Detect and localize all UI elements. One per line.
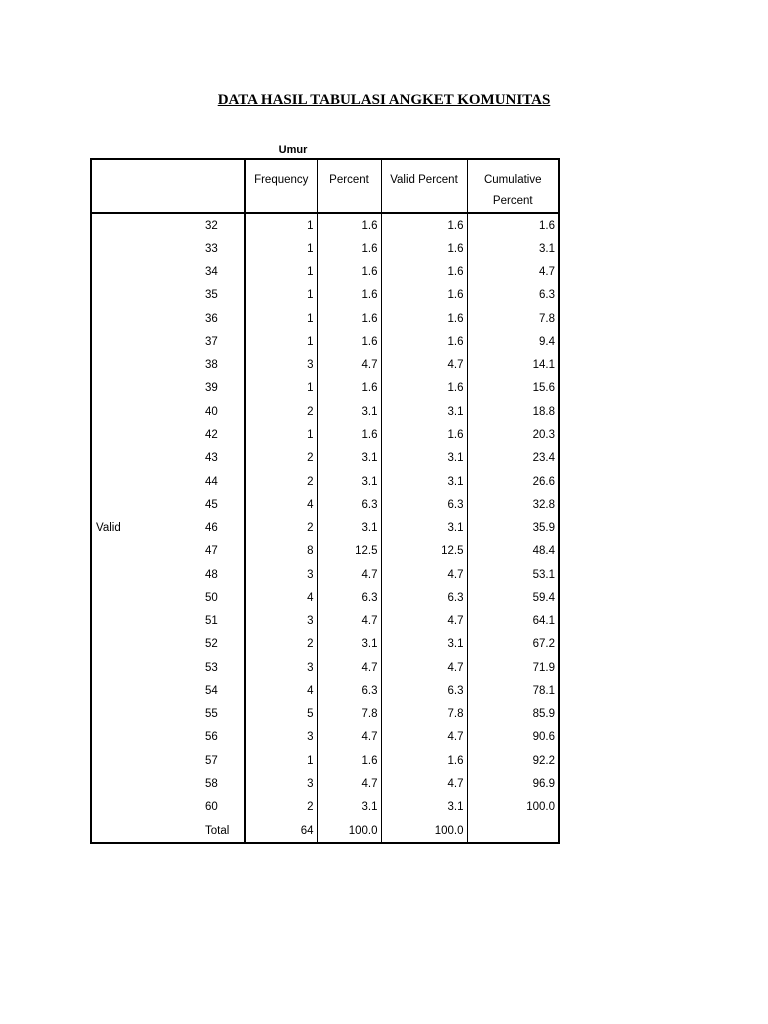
cell-cumulative-percent — [467, 819, 559, 843]
cell-frequency: 1 — [245, 284, 317, 307]
cell-percent: 3.1 — [317, 447, 381, 470]
cell-valid-percent: 4.7 — [381, 772, 467, 795]
cell-cumulative-percent: 15.6 — [467, 377, 559, 400]
row-label: 46 — [155, 516, 245, 539]
cell-cumulative-percent: 6.3 — [467, 284, 559, 307]
cell-percent: 100.0 — [317, 819, 381, 843]
cell-frequency: 2 — [245, 447, 317, 470]
cell-valid-percent: 4.7 — [381, 563, 467, 586]
table-row — [91, 330, 559, 353]
cell-valid-percent: 1.6 — [381, 377, 467, 400]
row-label: 55 — [155, 703, 245, 726]
cell-valid-percent: 4.7 — [381, 354, 467, 377]
cell-valid-percent: 1.6 — [381, 213, 467, 237]
cell-frequency: 2 — [245, 470, 317, 493]
cell-valid-percent: 1.6 — [381, 284, 467, 307]
cell-percent: 1.6 — [317, 261, 381, 284]
cell-percent: 6.3 — [317, 679, 381, 702]
table-row — [91, 261, 559, 284]
cell-frequency: 1 — [245, 261, 317, 284]
table-row — [91, 563, 559, 586]
row-label: 34 — [155, 261, 245, 284]
cell-percent: 6.3 — [317, 493, 381, 516]
row-label: 56 — [155, 726, 245, 749]
cell-valid-percent: 1.6 — [381, 307, 467, 330]
cell-valid-percent: 3.1 — [381, 796, 467, 819]
cell-cumulative-percent: 9.4 — [467, 330, 559, 353]
header-cumulative-percent: Cumulative Percent — [467, 159, 559, 213]
table-row — [91, 633, 559, 656]
cell-valid-percent: 12.5 — [381, 540, 467, 563]
table-row — [91, 237, 559, 260]
row-label: 50 — [155, 586, 245, 609]
row-label: 32 — [155, 213, 245, 237]
header-blank-group — [91, 159, 155, 213]
cell-valid-percent: 3.1 — [381, 400, 467, 423]
cell-frequency: 1 — [245, 330, 317, 353]
cell-frequency: 4 — [245, 679, 317, 702]
row-label: 60 — [155, 796, 245, 819]
table-header-row — [91, 159, 559, 213]
row-label: 39 — [155, 377, 245, 400]
row-label: 53 — [155, 656, 245, 679]
group-label-valid: Valid — [91, 213, 155, 843]
cell-percent: 4.7 — [317, 563, 381, 586]
cell-frequency: 3 — [245, 563, 317, 586]
cell-percent: 4.7 — [317, 726, 381, 749]
cell-cumulative-percent: 3.1 — [467, 237, 559, 260]
cell-percent: 4.7 — [317, 354, 381, 377]
table-row — [91, 540, 559, 563]
row-label: 37 — [155, 330, 245, 353]
row-label: 57 — [155, 749, 245, 772]
cell-valid-percent: 1.6 — [381, 237, 467, 260]
cell-percent: 1.6 — [317, 330, 381, 353]
cell-frequency: 64 — [245, 819, 317, 843]
table-row — [91, 726, 559, 749]
cell-cumulative-percent: 48.4 — [467, 540, 559, 563]
cell-cumulative-percent: 90.6 — [467, 726, 559, 749]
row-label: 54 — [155, 679, 245, 702]
table-row — [91, 586, 559, 609]
table-row — [91, 493, 559, 516]
cell-valid-percent: 1.6 — [381, 423, 467, 446]
table-row — [91, 796, 559, 819]
row-label: 40 — [155, 400, 245, 423]
row-label: 58 — [155, 772, 245, 795]
cell-frequency: 1 — [245, 749, 317, 772]
cell-frequency: 1 — [245, 377, 317, 400]
table-title: Umur — [278, 144, 308, 156]
cell-cumulative-percent: 23.4 — [467, 447, 559, 470]
cell-cumulative-percent: 59.4 — [467, 586, 559, 609]
cell-frequency: 4 — [245, 586, 317, 609]
table-body — [91, 213, 559, 843]
row-label: 36 — [155, 307, 245, 330]
document-title: DATA HASIL TABULASI ANGKET KOMUNITAS — [217, 92, 551, 108]
cell-percent: 1.6 — [317, 237, 381, 260]
cell-cumulative-percent: 85.9 — [467, 703, 559, 726]
table-row — [91, 423, 559, 446]
row-label: 47 — [155, 540, 245, 563]
cell-percent: 1.6 — [317, 307, 381, 330]
cell-percent: 4.7 — [317, 772, 381, 795]
table-row — [91, 610, 559, 633]
table-row — [91, 819, 559, 843]
cell-percent: 1.6 — [317, 377, 381, 400]
cell-percent: 3.1 — [317, 633, 381, 656]
cell-valid-percent: 100.0 — [381, 819, 467, 843]
header-valid-percent: Valid Percent — [381, 159, 467, 213]
cell-frequency: 2 — [245, 633, 317, 656]
cell-frequency: 2 — [245, 516, 317, 539]
cell-cumulative-percent: 64.1 — [467, 610, 559, 633]
cell-frequency: 3 — [245, 656, 317, 679]
cell-valid-percent: 1.6 — [381, 749, 467, 772]
header-blank-label — [155, 159, 245, 213]
header-percent: Percent — [317, 159, 381, 213]
table-row — [91, 354, 559, 377]
row-label: 38 — [155, 354, 245, 377]
cell-percent: 4.7 — [317, 610, 381, 633]
cell-cumulative-percent: 67.2 — [467, 633, 559, 656]
cell-cumulative-percent: 35.9 — [467, 516, 559, 539]
cell-cumulative-percent: 7.8 — [467, 307, 559, 330]
row-label: 51 — [155, 610, 245, 633]
row-label: 43 — [155, 447, 245, 470]
cell-frequency: 1 — [245, 307, 317, 330]
table-row — [91, 213, 559, 237]
cell-frequency: 1 — [245, 423, 317, 446]
cell-cumulative-percent: 100.0 — [467, 796, 559, 819]
table-row — [91, 400, 559, 423]
cell-percent: 3.1 — [317, 470, 381, 493]
table-row — [91, 772, 559, 795]
cell-valid-percent: 1.6 — [381, 330, 467, 353]
cell-cumulative-percent: 71.9 — [467, 656, 559, 679]
cell-percent: 3.1 — [317, 796, 381, 819]
cell-percent: 3.1 — [317, 400, 381, 423]
cell-percent: 1.6 — [317, 213, 381, 237]
cell-cumulative-percent: 1.6 — [467, 213, 559, 237]
cell-percent: 1.6 — [317, 423, 381, 446]
cell-percent: 1.6 — [317, 284, 381, 307]
cell-cumulative-percent: 26.6 — [467, 470, 559, 493]
header-frequency: Frequency — [245, 159, 317, 213]
cell-percent: 6.3 — [317, 586, 381, 609]
frequency-table — [90, 158, 560, 844]
cell-valid-percent: 6.3 — [381, 493, 467, 516]
cell-frequency: 3 — [245, 354, 317, 377]
table-row — [91, 447, 559, 470]
cell-percent: 4.7 — [317, 656, 381, 679]
cell-valid-percent: 3.1 — [381, 516, 467, 539]
row-label: 33 — [155, 237, 245, 260]
table-row — [91, 516, 559, 539]
cell-frequency: 1 — [245, 213, 317, 237]
cell-valid-percent: 7.8 — [381, 703, 467, 726]
row-label: 42 — [155, 423, 245, 446]
row-label: Total — [155, 819, 245, 843]
cell-valid-percent: 3.1 — [381, 447, 467, 470]
cell-frequency: 2 — [245, 796, 317, 819]
cell-valid-percent: 1.6 — [381, 261, 467, 284]
table-row — [91, 656, 559, 679]
cell-percent: 3.1 — [317, 516, 381, 539]
cell-cumulative-percent: 4.7 — [467, 261, 559, 284]
cell-frequency: 2 — [245, 400, 317, 423]
cell-frequency: 3 — [245, 726, 317, 749]
table-row — [91, 679, 559, 702]
cell-valid-percent: 4.7 — [381, 610, 467, 633]
table-row — [91, 307, 559, 330]
cell-cumulative-percent: 92.2 — [467, 749, 559, 772]
cell-valid-percent: 3.1 — [381, 633, 467, 656]
cell-percent: 1.6 — [317, 749, 381, 772]
cell-cumulative-percent: 20.3 — [467, 423, 559, 446]
table-row — [91, 284, 559, 307]
cell-cumulative-percent: 18.8 — [467, 400, 559, 423]
cell-percent: 12.5 — [317, 540, 381, 563]
cell-valid-percent: 3.1 — [381, 470, 467, 493]
table-row — [91, 470, 559, 493]
cell-valid-percent: 6.3 — [381, 586, 467, 609]
cell-cumulative-percent: 14.1 — [467, 354, 559, 377]
cell-valid-percent: 6.3 — [381, 679, 467, 702]
row-label: 44 — [155, 470, 245, 493]
cell-frequency: 5 — [245, 703, 317, 726]
cell-frequency: 3 — [245, 610, 317, 633]
row-label: 45 — [155, 493, 245, 516]
cell-frequency: 4 — [245, 493, 317, 516]
table-row — [91, 749, 559, 772]
cell-valid-percent: 4.7 — [381, 726, 467, 749]
cell-cumulative-percent: 78.1 — [467, 679, 559, 702]
cell-frequency: 3 — [245, 772, 317, 795]
cell-cumulative-percent: 32.8 — [467, 493, 559, 516]
cell-valid-percent: 4.7 — [381, 656, 467, 679]
table-row — [91, 703, 559, 726]
row-label: 35 — [155, 284, 245, 307]
cell-cumulative-percent: 53.1 — [467, 563, 559, 586]
row-label: 48 — [155, 563, 245, 586]
cell-percent: 7.8 — [317, 703, 381, 726]
cell-cumulative-percent: 96.9 — [467, 772, 559, 795]
cell-frequency: 8 — [245, 540, 317, 563]
table-row — [91, 377, 559, 400]
cell-frequency: 1 — [245, 237, 317, 260]
row-label: 52 — [155, 633, 245, 656]
